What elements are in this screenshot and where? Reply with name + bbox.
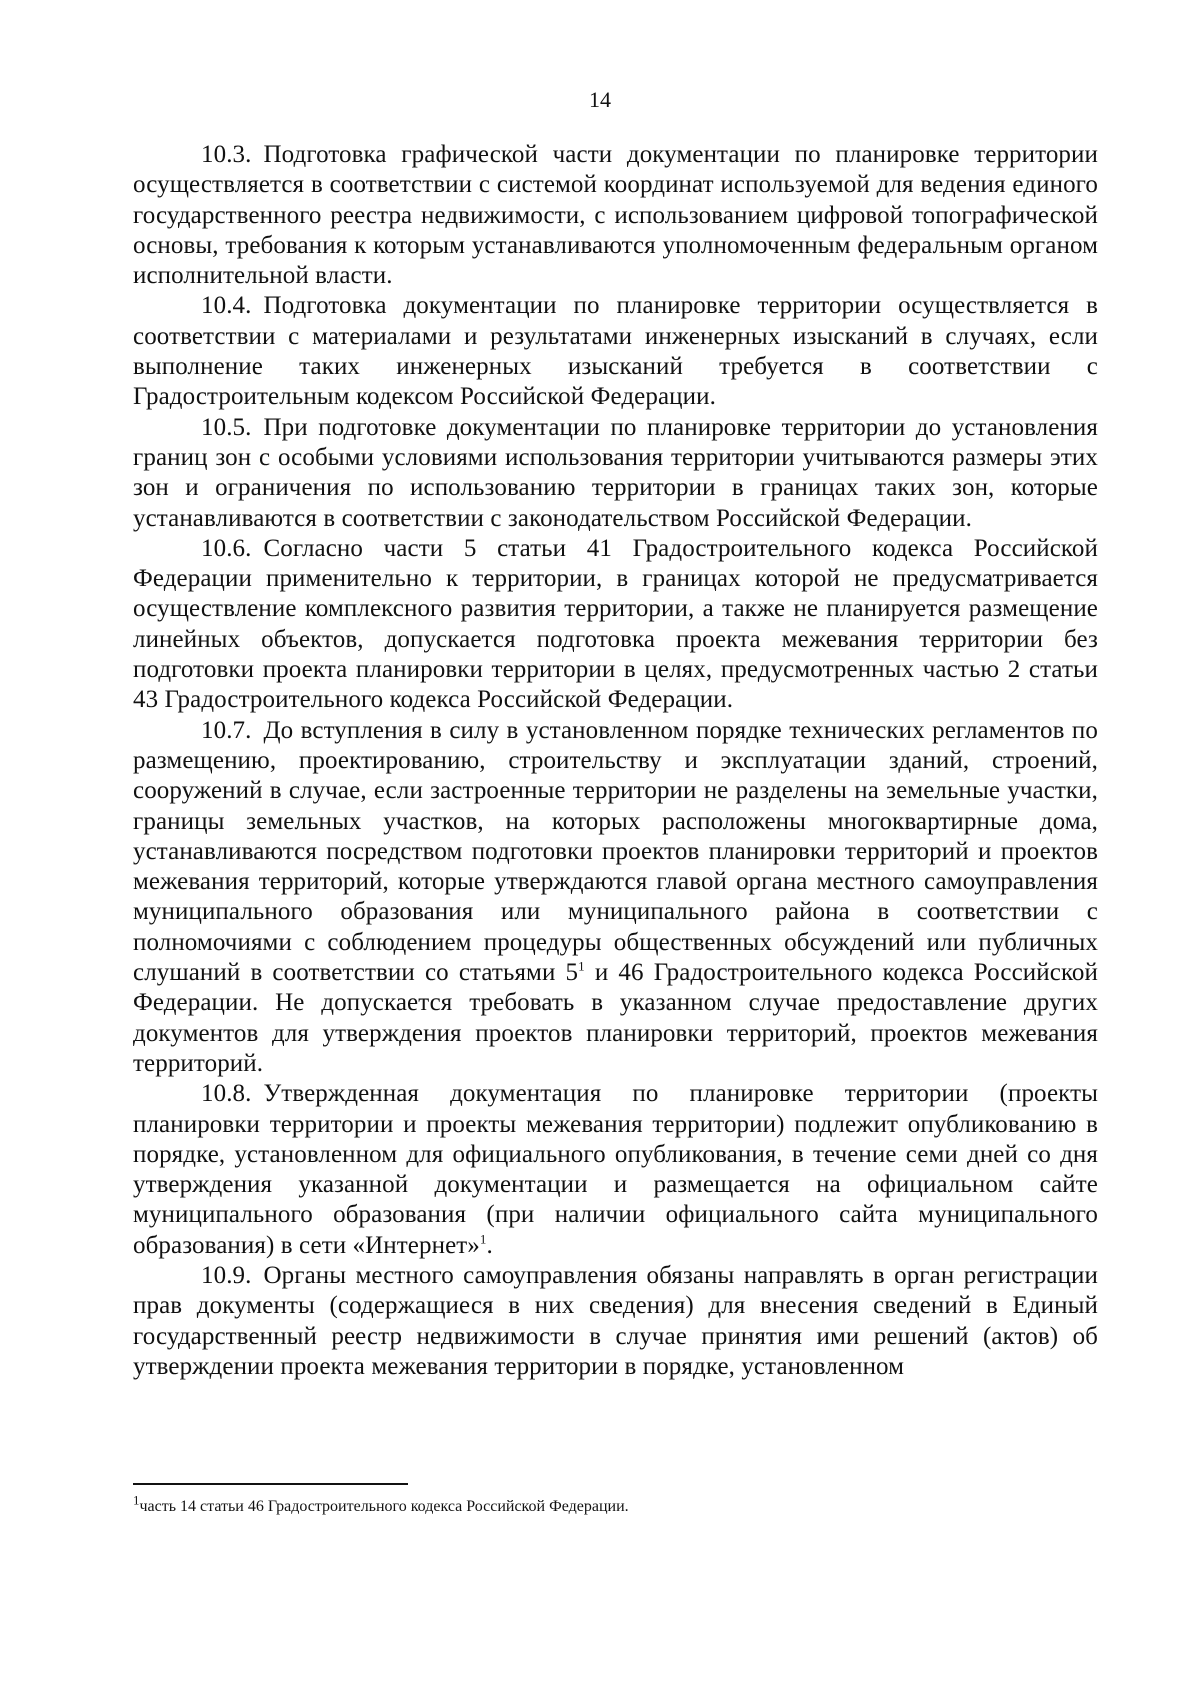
paragraph-text-continued: . — [486, 1231, 493, 1259]
footnote — [133, 1492, 1098, 1518]
paragraph-number: 10.4. — [201, 292, 252, 320]
paragraph-number: 10.6. — [201, 534, 252, 562]
paragraph-number: 10.9. — [201, 1261, 252, 1289]
document-body — [133, 140, 1098, 1382]
paragraph-text: Подготовка документации по планировке территории осуществляется в соответствии с материалами и результатами инженерных изысканий в случаях, если выполнение таких инженерных изысканий требуется в соответствии с Градостроительным кодексом Российской Федерации. — [133, 292, 1098, 411]
paragraph-text: Утвержденная документация по планировке территории (проекты планировки территории и проекты межевания территории) подлежит опубликованию в порядке, установленном для официального опубликования, в течение семи дней со дня утверждения указанной документации и размещается на официальном сайте муниципального образования (при наличии официального сайта муниципального образования) в сети «Интернет» — [133, 1080, 1098, 1259]
paragraph-number: 10.3. — [201, 141, 252, 168]
footnote-reference: 1 — [479, 1231, 487, 1247]
paragraph-text: Подготовка графической части документации по планировке территории осуществляется в соответствии с системой координат используемой для ведения единого государственного реестра недвижимости, с использованием цифровой топографической основы, требования к которым устанавливаются уполномоченным федеральным органом исполнительной власти. — [133, 141, 1098, 290]
footnote-separator — [133, 1483, 408, 1485]
paragraph-number: 10.5. — [201, 413, 252, 441]
paragraph-10-7 — [133, 716, 1098, 1080]
footnote-text: часть 14 статьи 46 Градостроительного кодекса Российской Федерации. — [139, 1498, 629, 1515]
paragraph-10-4 — [133, 291, 1098, 412]
paragraph-text-continued: и 46 Градостроительного кодекса Российской Федерации. Не допускается требовать в указанном случае предоставление других документов для утверждения проектов планировки территорий, проектов межевания территорий. — [133, 959, 1099, 1077]
paragraph-10-5 — [133, 413, 1098, 534]
paragraph-text: При подготовке документации по планировке территории до установления границ зон с особыми условиями использования территории учитываются размеры этих зон и ограничения по использованию территории в границах таких зон, которые устанавливаются в соответствии с законодательством Российской Федерации. — [133, 413, 1098, 532]
paragraph-text: Органы местного самоуправления обязаны направлять в орган регистрации прав документы (содержащиеся в них сведения) для внесения сведений в Единый государственный реестр недвижимости в случае принятия ими решений (актов) об утверждении проекта межевания территории в порядке, установленном — [133, 1261, 1098, 1380]
paragraph-10-6 — [133, 534, 1098, 716]
paragraph-10-9 — [133, 1261, 1098, 1382]
footnote-reference: 1 — [578, 958, 585, 974]
paragraph-text: Согласно части 5 статьи 41 Градостроительного кодекса Российской Федерации применительно к территории, в границах которой не предусматривается осуществление комплексного развития территории, а также не планируется размещение линейных объектов, допускается подготовка проекта межевания территории без подготовки проекта планировки территории в целях, предусмотренных частью 2 статьи 43 Градостроительного кодекса Российской Федерации. — [133, 534, 1098, 714]
paragraph-text: До вступления в силу в установленном порядке технических регламентов по размещению, проектированию, строительству и эксплуатации зданий, строений, сооружений в случае, если застроенные территории не разделены на земельные участки, границы земельных участков, на которых расположены многоквартирные дома, устанавливаются посредством подготовки проектов планировки территорий и проектов межевания территорий, которые утверждаются главой органа местного самоуправления муниципального образования или муниципального района в соответствии с полномочиями с соблюдением процедуры общественных обсуждений или публичных слушаний в соответствии со статьями 5 — [133, 716, 1098, 987]
page-number: 14 — [589, 87, 611, 112]
paragraph-10-8 — [133, 1079, 1098, 1261]
paragraph-number: 10.8. — [201, 1080, 252, 1108]
footnote-marker: 1 — [133, 1492, 140, 1508]
paragraph-number: 10.7. — [201, 716, 252, 744]
paragraph-10-3 — [133, 140, 1098, 291]
